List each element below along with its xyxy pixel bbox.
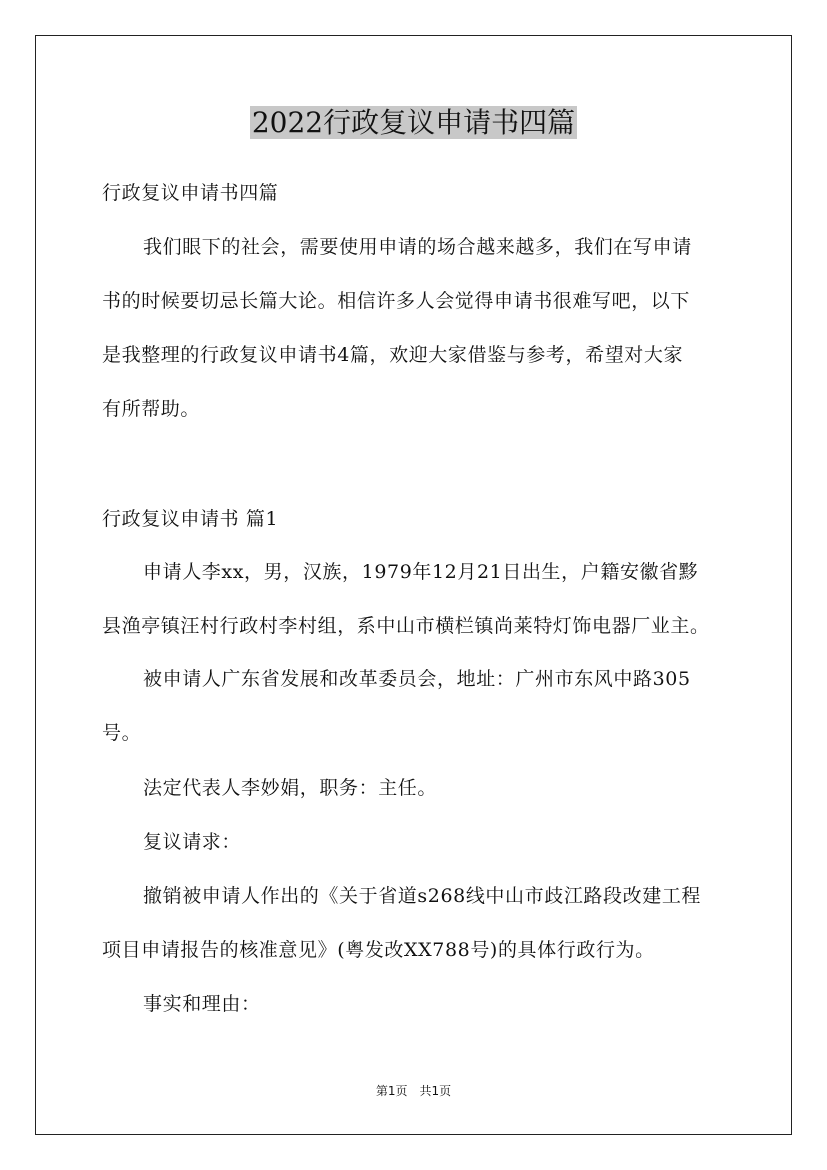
intro-line-1: 我们眼下的社会，需要使用申请的场合越来越多，我们在写申请 bbox=[143, 236, 692, 258]
intro-line-4: 有所帮助。 bbox=[102, 398, 201, 420]
body-line-4: 号。 bbox=[102, 722, 142, 744]
body-line-2: 县渔亭镇汪村行政村李村组，系中山市横栏镇尚莱特灯饰电器厂业主。 bbox=[102, 615, 710, 637]
document-title bbox=[0, 103, 827, 143]
body-line-8: 项目申请报告的核准意见》(粤发改XX788号)的具体行政行为。 bbox=[102, 939, 655, 961]
body-line-5: 法定代表人李妙娟，职务：主任。 bbox=[143, 777, 438, 799]
section-heading: 行政复议申请书 篇1 bbox=[102, 508, 279, 530]
page-footer: 第1页 共1页 bbox=[375, 1084, 452, 1098]
body-line-9: 事实和理由： bbox=[143, 993, 261, 1015]
body-line-7: 撤销被申请人作出的《关于省道s268线中山市歧江路段改建工程 bbox=[143, 885, 702, 907]
intro-line-2: 书的时候要切忌长篇大论。相信许多人会觉得申请书很难写吧，以下 bbox=[102, 290, 691, 312]
intro-line-3: 是我整理的行政复议申请书4篇，欢迎大家借鉴与参考，希望对大家 bbox=[102, 344, 684, 366]
document-subtitle: 行政复议申请书四篇 bbox=[102, 182, 279, 204]
document-title-text: 2022行政复议申请书四篇 bbox=[251, 106, 576, 139]
body-line-3: 被申请人广东省发展和改革委员会，地址：广州市东风中路305 bbox=[143, 668, 691, 690]
body-line-6: 复议请求： bbox=[143, 831, 242, 853]
body-line-1: 申请人李xx，男，汉族，1979年12月21日出生，户籍安徽省黟 bbox=[143, 561, 699, 583]
